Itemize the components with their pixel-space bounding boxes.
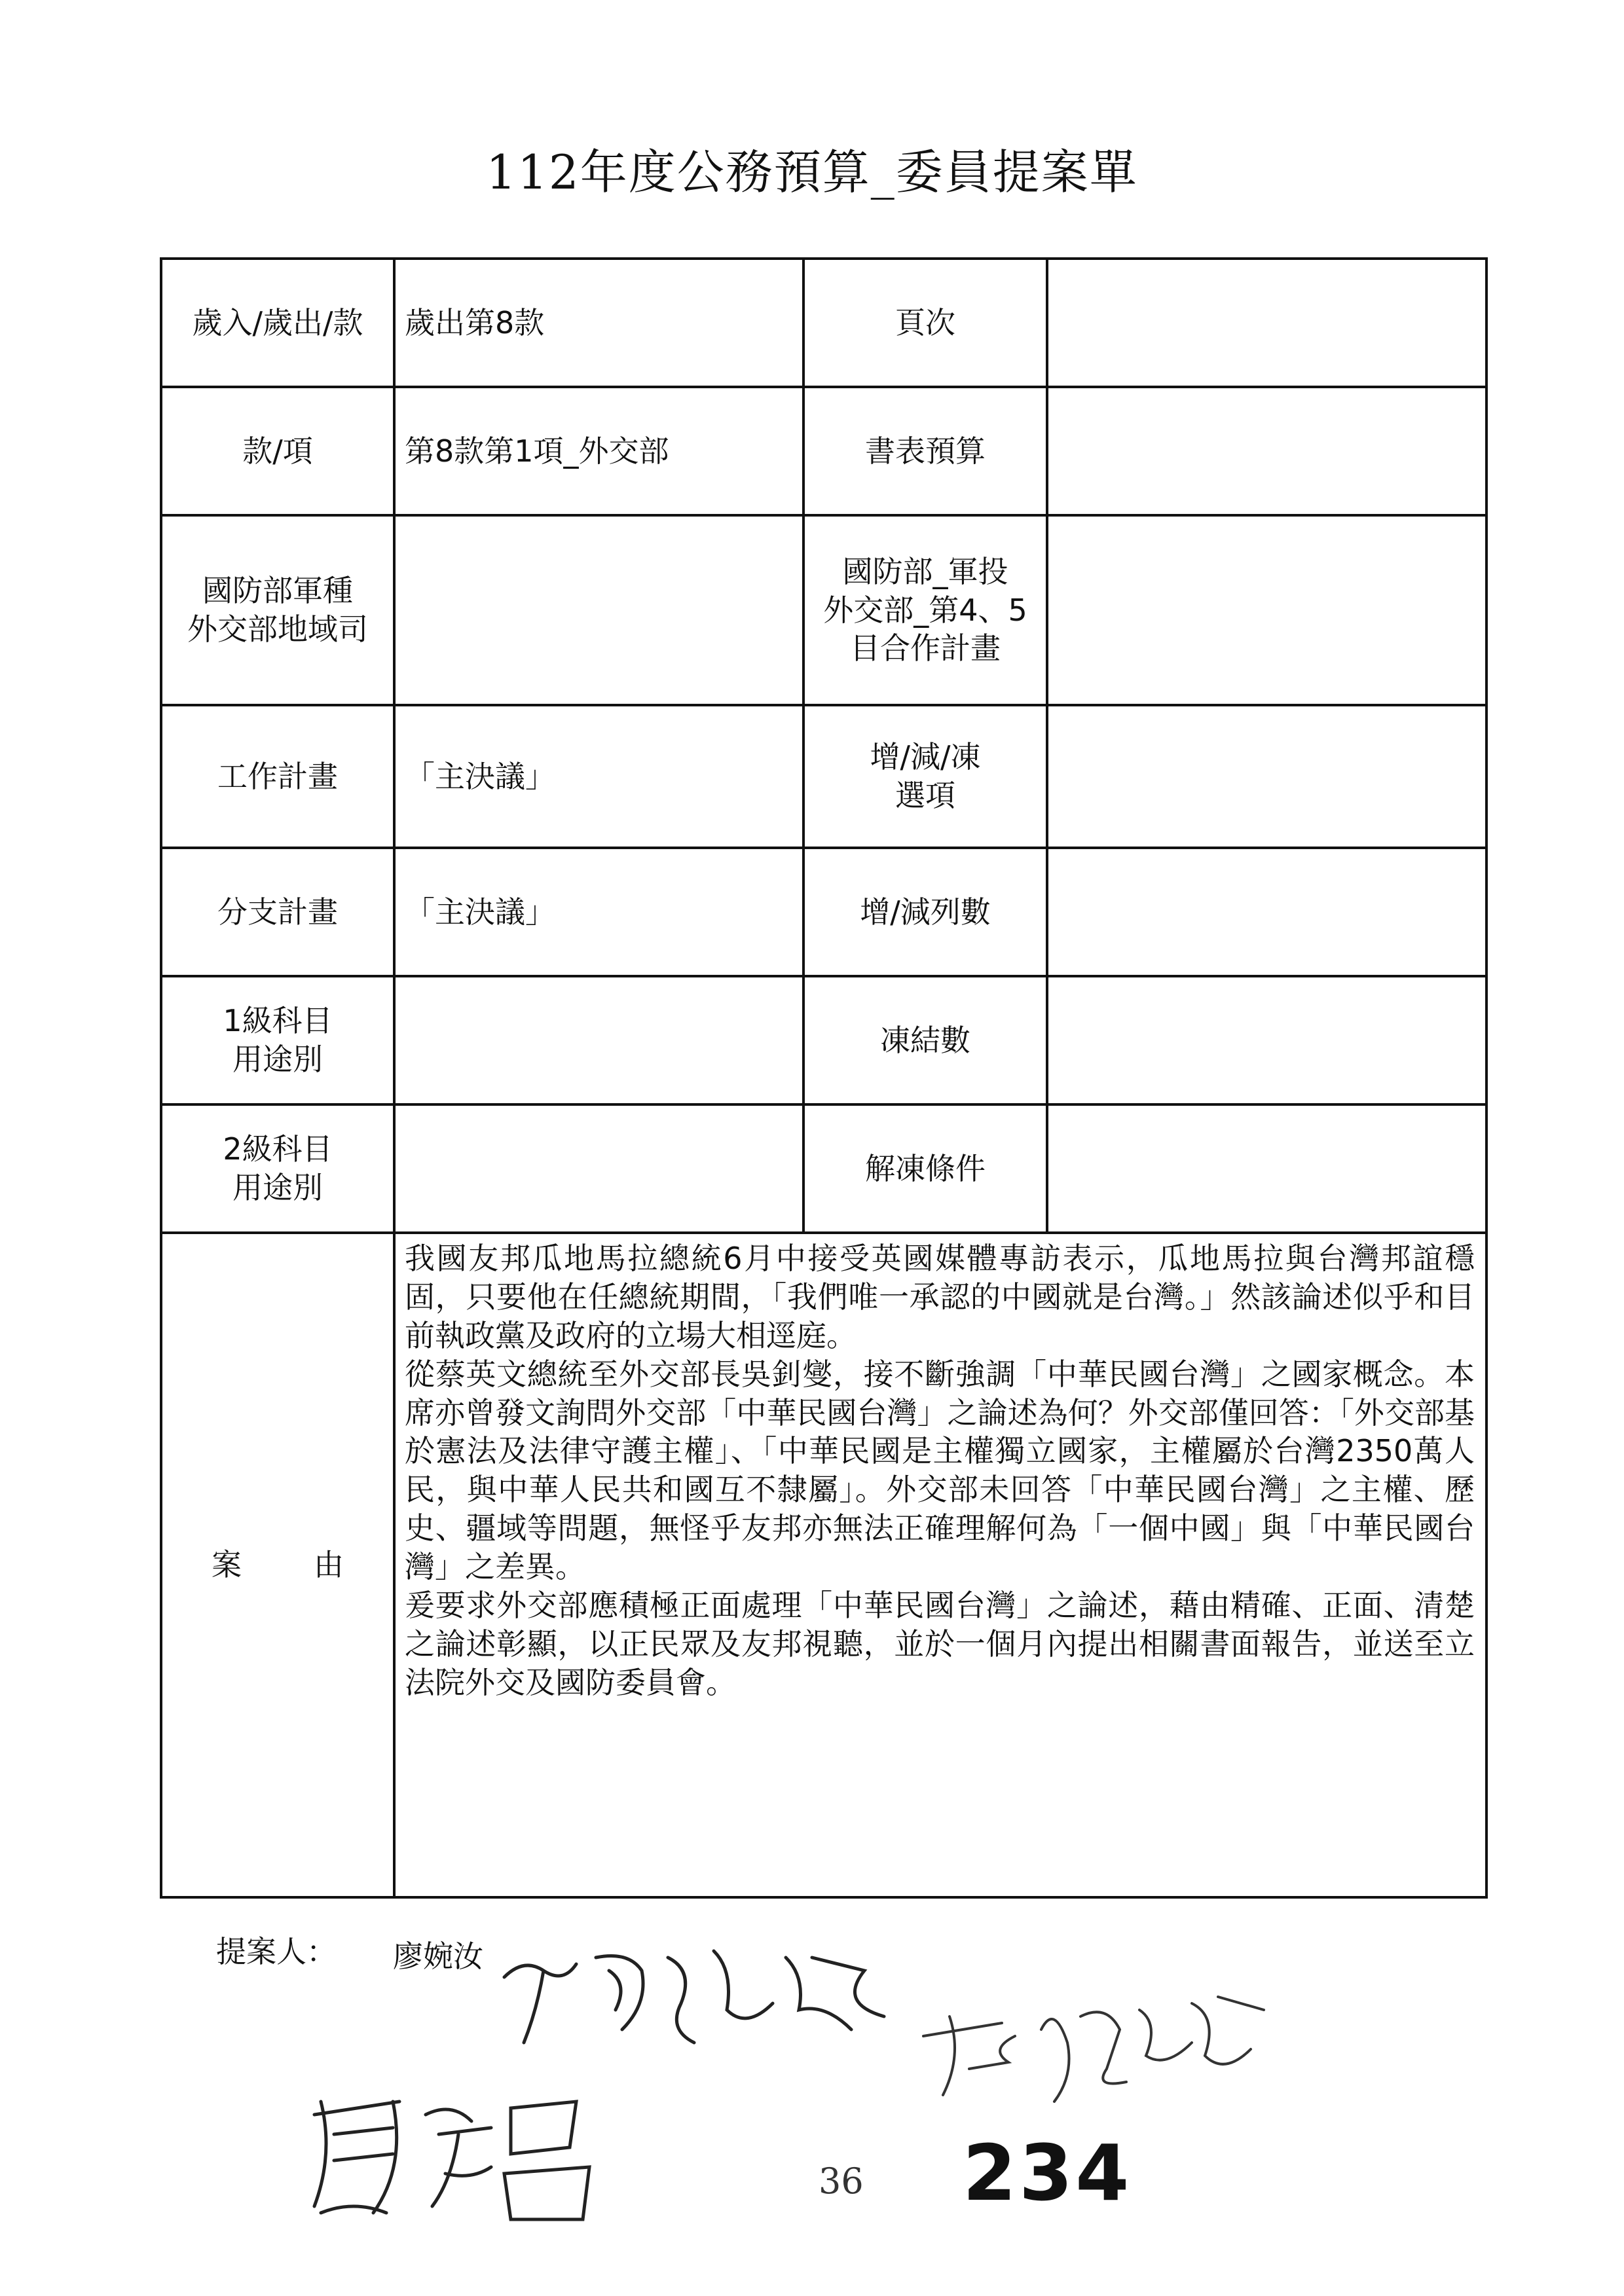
form-row-reason	[161, 1233, 1486, 1897]
reason-label-char: 由	[314, 1547, 344, 1583]
handwritten-signature	[498, 1931, 891, 2062]
label-line: 2級科目	[223, 1131, 333, 1167]
label-budget-category: 歲入/歲出/款	[161, 259, 394, 387]
reason-paragraph: 我國友邦瓜地馬拉總統6月中接受英國媒體專訪表示，瓜地馬拉與台灣邦誼穩固，只要他在任總統期間，「我們唯一承認的中國就是台灣。」然該論述似乎和目前執政黨及政府的立場大相逕庭。	[405, 1241, 1475, 1353]
label-line: 外交部地域司	[187, 611, 368, 647]
label-item: 款/項	[161, 387, 394, 515]
form-row-level2-subject	[161, 1104, 1486, 1233]
form-row-branch-plan	[161, 848, 1486, 976]
label-reason	[161, 1233, 394, 1897]
label-line: 1級科目	[223, 1003, 333, 1039]
proposal-form-table	[160, 257, 1488, 1899]
label-adjust-option	[803, 705, 1047, 848]
label-adjust-amount: 增/減列數	[803, 848, 1047, 976]
proposer-name: 廖婉汝	[393, 1939, 483, 1974]
label-level2-subject	[161, 1104, 394, 1233]
label-line: 選項	[895, 778, 955, 813]
label-line: 目合作計畫	[850, 630, 1001, 666]
page-title: 112年度公務預算_委員提案單	[486, 145, 1138, 200]
handwritten-signature	[295, 2075, 635, 2232]
reason-paragraph: 從蔡英文總統至外交部長吳釗燮，接不斷強調「中華民國台灣」之國家概念。本席亦曾發文詢問外交部「中華民國台灣」之論述為何？外交部僅回答：「外交部基於憲法及法律守護主權」、「中華民國是主權獨立國家，主權屬於台灣2350萬人民，與中華人民共和國互不隸屬」。外交部未回答「中華民國台灣」之主權、歷史、疆域等問題，無怪乎友邦亦無法正確理解何為「一個中國」與「中華民國台灣」之差異。	[405, 1356, 1475, 1584]
value-cooperation-plan	[1047, 515, 1486, 705]
value-report-budget	[1047, 387, 1486, 515]
value-level2-subject	[394, 1104, 803, 1233]
stamp-number: 234	[963, 2128, 1132, 2218]
label-work-plan: 工作計畫	[161, 705, 394, 848]
value-level1-subject	[394, 976, 803, 1104]
label-line: 用途別	[232, 1042, 323, 1077]
proposer-label: 提案人：	[216, 1934, 337, 1969]
value-frozen-amount	[1047, 976, 1486, 1104]
label-line: 國防部軍種	[202, 573, 353, 609]
label-branch-plan: 分支計畫	[161, 848, 394, 976]
reason-text	[394, 1233, 1486, 1897]
form-row-department	[161, 515, 1486, 705]
form-row-level1-subject	[161, 976, 1486, 1104]
label-department	[161, 515, 394, 705]
value-item: 第8款第1項_外交部	[394, 387, 803, 515]
reason-label-char: 案	[212, 1547, 242, 1583]
label-report-budget: 書表預算	[803, 387, 1047, 515]
form-row-item	[161, 387, 1486, 515]
label-level1-subject	[161, 976, 394, 1104]
label-line: 外交部_第4、5	[823, 592, 1027, 628]
value-adjust-option	[1047, 705, 1486, 848]
value-unfreeze-condition	[1047, 1104, 1486, 1233]
value-adjust-amount	[1047, 848, 1486, 976]
label-line: 用途別	[232, 1170, 323, 1205]
label-line: 增/減/凍	[870, 739, 981, 775]
form-row-budget-category	[161, 259, 1486, 387]
page-number: 36	[819, 2160, 864, 2202]
value-page	[1047, 259, 1486, 387]
label-unfreeze-condition: 解凍條件	[803, 1104, 1047, 1233]
value-department	[394, 515, 803, 705]
form-row-work-plan	[161, 705, 1486, 848]
reason-paragraph: 爰要求外交部應積極正面處理「中華民國台灣」之論述，藉由精確、正面、清楚之論述彰顯，以正民眾及友邦視聽，並於一個月內提出相關書面報告，並送至立法院外交及國防委員會。	[405, 1587, 1475, 1700]
label-page: 頁次	[803, 259, 1047, 387]
value-work-plan: 「主決議」	[394, 705, 803, 848]
label-line: 國防部_軍投	[842, 553, 1008, 589]
label-frozen-amount: 凍結數	[803, 976, 1047, 1104]
label-cooperation-plan	[803, 515, 1047, 705]
handwritten-signature	[910, 1977, 1277, 2108]
value-branch-plan: 「主決議」	[394, 848, 803, 976]
value-budget-category: 歲出第8款	[394, 259, 803, 387]
